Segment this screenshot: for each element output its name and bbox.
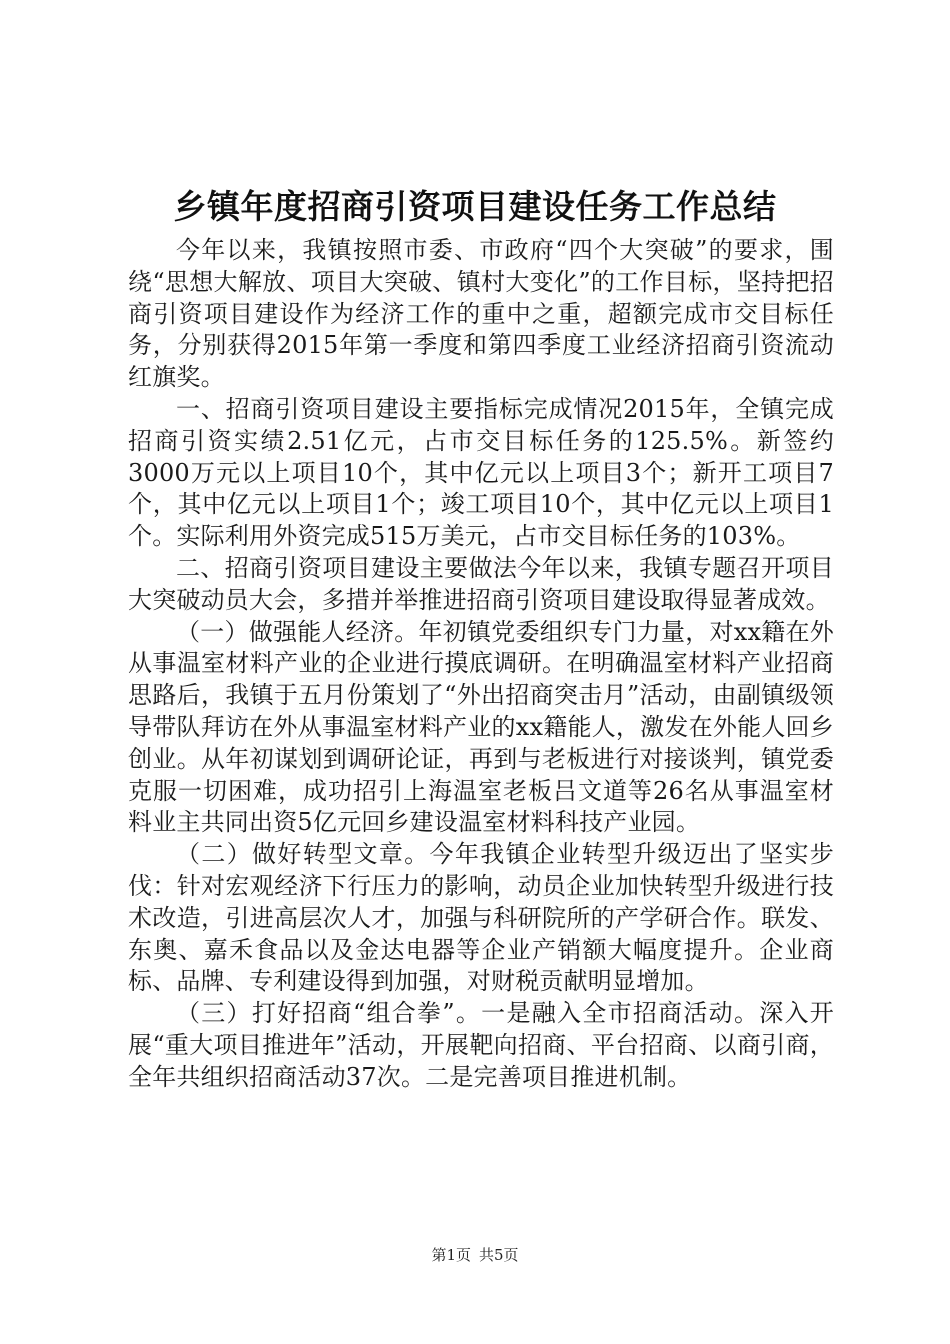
paragraph-subsection-2: （二）做好转型文章。今年我镇企业转型升级迈出了坚实步伐：针对宏观经济下行压力的影响，动员企业加快转型升级进行技术改造，引进高层次人才，加强与科研院所的产学研合作。联发、东奥、嘉禾食品以及金达电器等企业产销额大幅度提升。企业商标、品牌、专利建设得到加强，对财税贡献明显增加。: [128, 840, 834, 996]
document-body: [128, 235, 834, 1094]
document-title: 乡镇年度招商引资项目建设任务工作总结: [173, 187, 777, 226]
paragraph-section-2: 二、招商引资项目建设主要做法今年以来，我镇专题召开项目大突破动员大会，多措并举推进招商引资项目建设取得显著成效。: [128, 553, 834, 614]
page-total: 共5页: [479, 1246, 519, 1264]
paragraph-subsection-3: （三）打好招商“组合拳”。一是融入全市招商活动。深入开展“重大项目推进年”活动，开展靶向招商、平台招商、以商引商，全年共组织招商活动37次。二是完善项目推进机制。: [128, 999, 834, 1091]
page-footer: [0, 1244, 950, 1266]
paragraph-intro: 今年以来，我镇按照市委、市政府“四个大突破”的要求，围绕“思想大解放、项目大突破、镇村大变化”的工作目标，坚持把招商引资项目建设作为经济工作的重中之重，超额完成市交目标任务，分别获得2015年第一季度和第四季度工业经济招商引资流动红旗奖。: [128, 236, 834, 392]
paragraph-subsection-1: （一）做强能人经济。年初镇党委组织专门力量，对xx籍在外从事温室材料产业的企业进行摸底调研。在明确温室材料产业招商思路后，我镇于五月份策划了“外出招商突击月”活动，由副镇级领导带队拜访在外从事温室材料产业的xx籍能人，激发在外能人回乡创业。从年初谋划到调研论证，再到与老板进行对接谈判，镇党委克服一切困难，成功招引上海温室老板吕文道等26名从事温室材料业主共同出资5亿元回乡建设温室材料科技产业园。: [128, 617, 834, 837]
page-number: 第1页: [431, 1246, 471, 1264]
paragraph-section-1: 一、招商引资项目建设主要指标完成情况2015年，全镇完成招商引资实绩2.51亿元，占市交目标任务的125.5%。新签约3000万元以上项目10个，其中亿元以上项目3个；新开工项目7个，其中亿元以上项目1个；竣工项目10个，其中亿元以上项目1个。实际利用外资完成515万美元，占市交目标任务的103%。: [128, 394, 834, 551]
